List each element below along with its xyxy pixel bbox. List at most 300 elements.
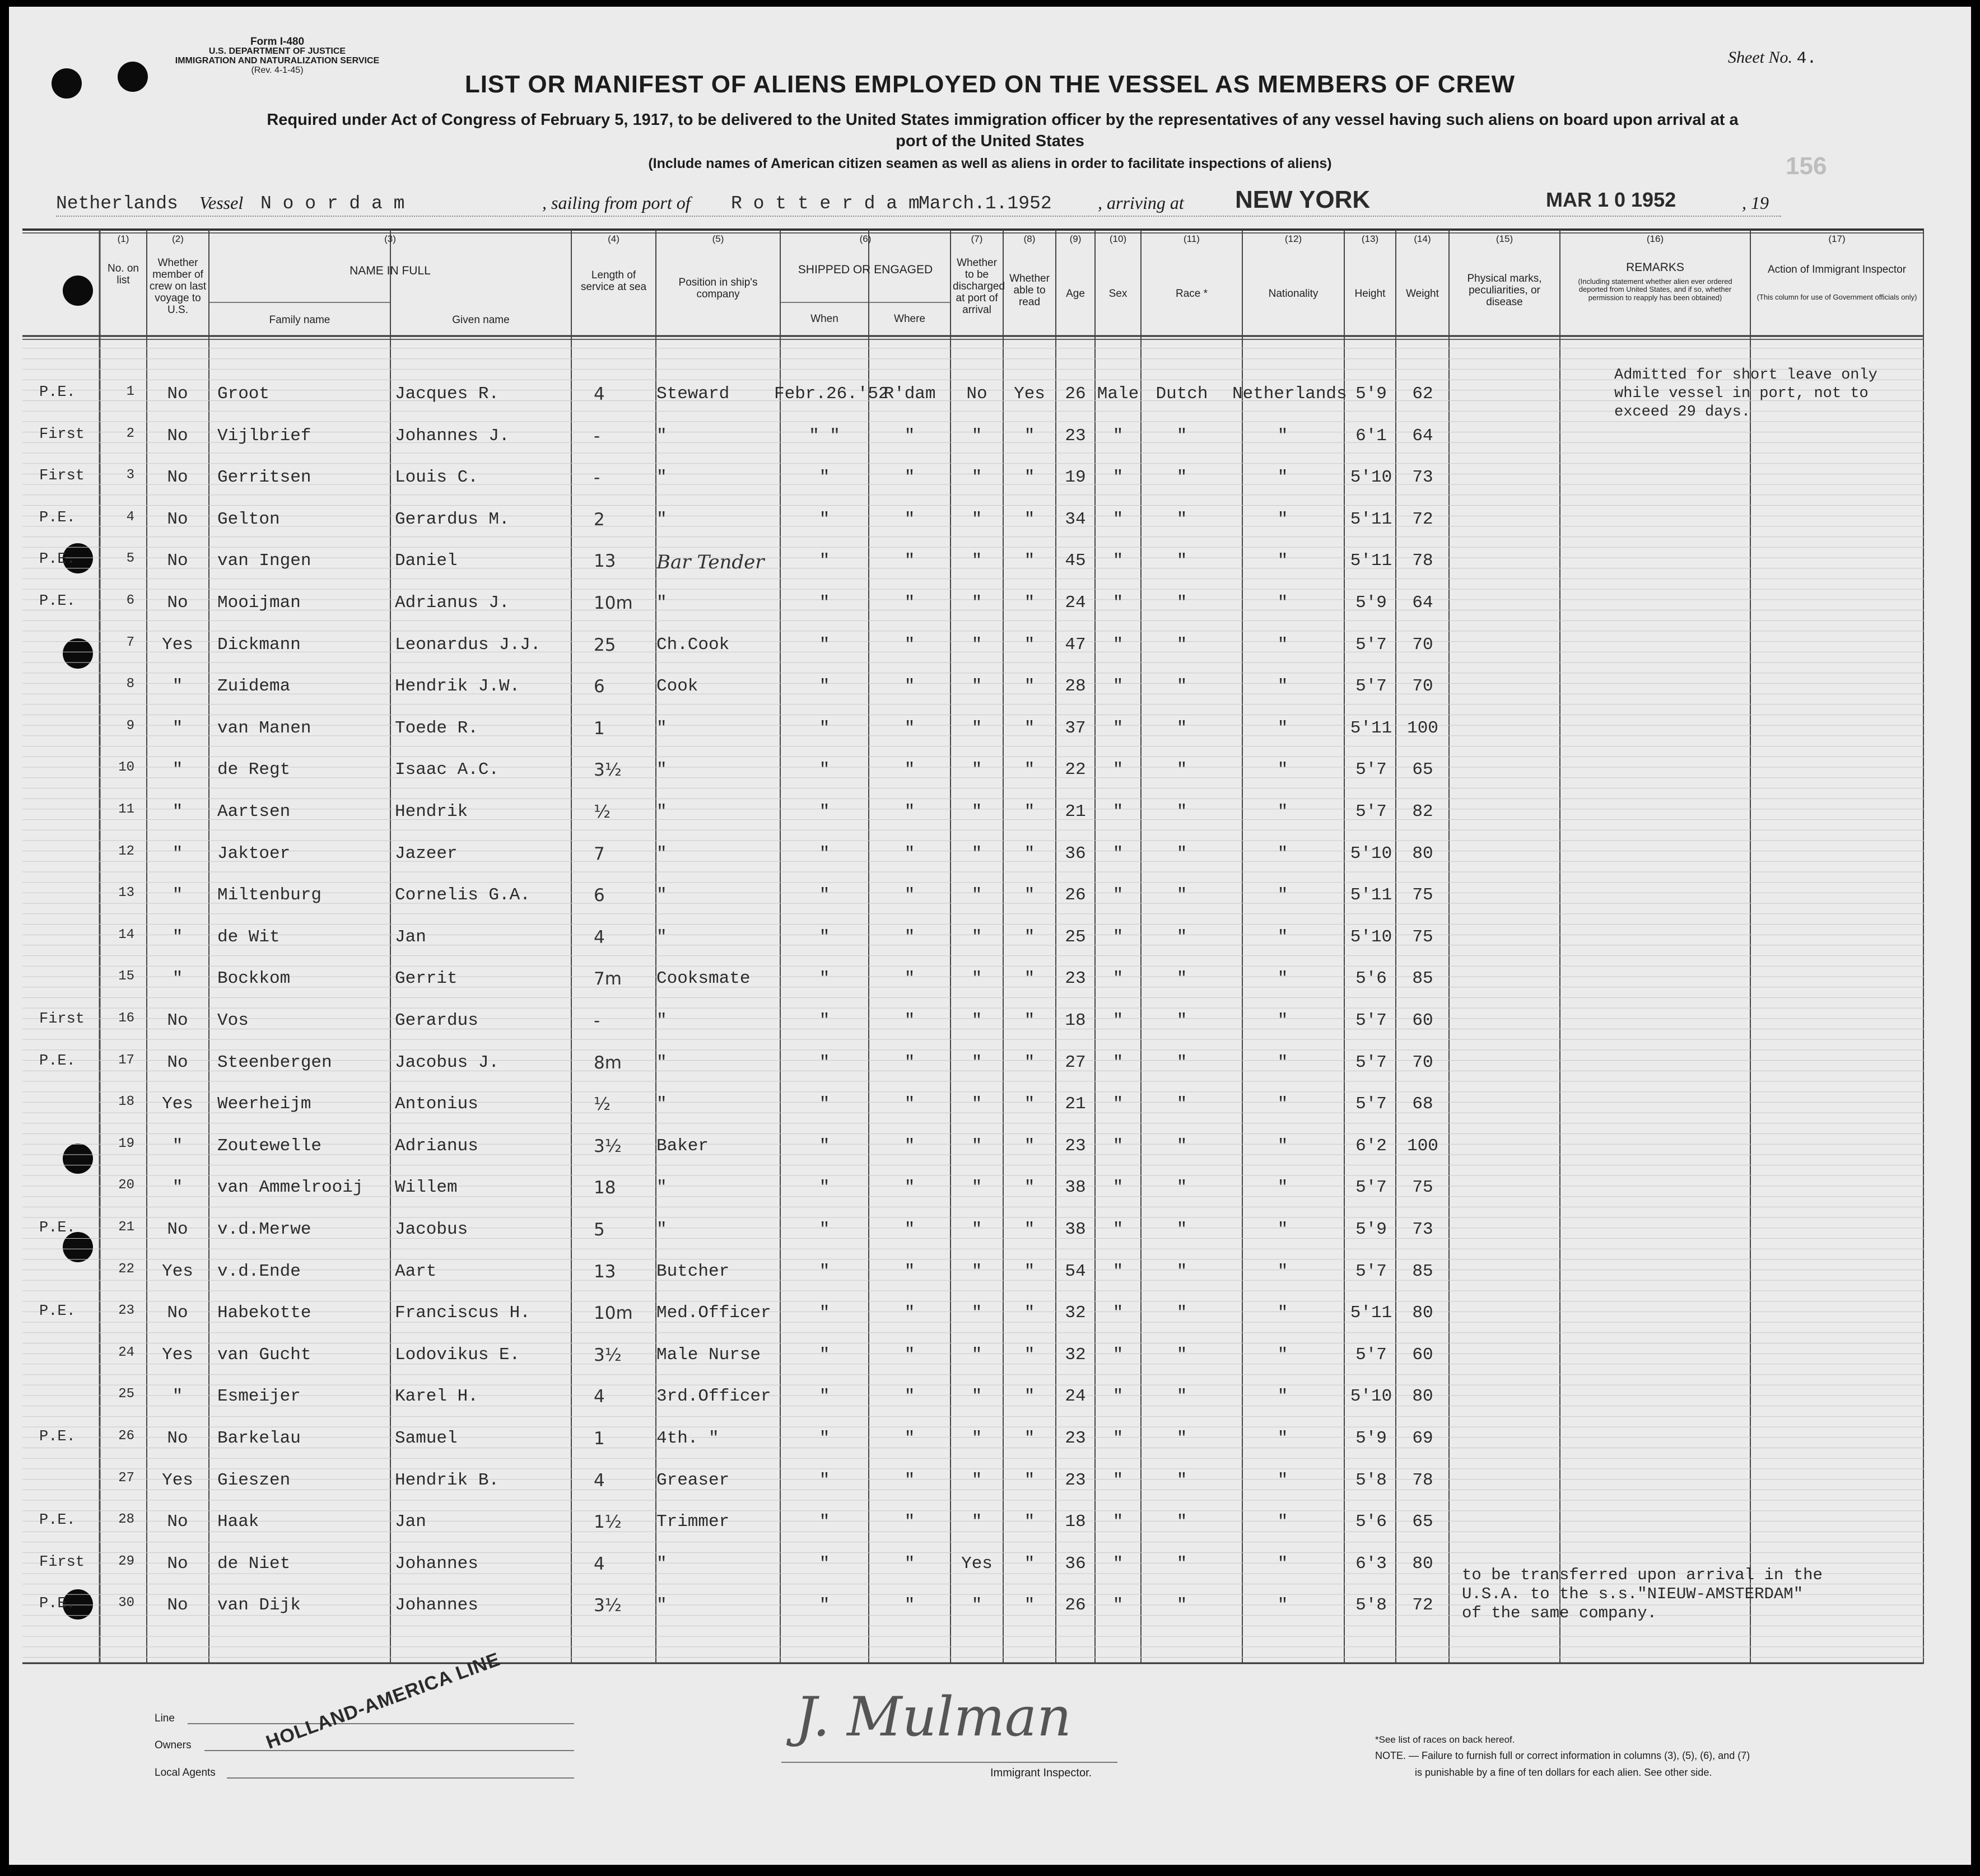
- cell-when: ": [819, 927, 830, 947]
- cell-when: ": [819, 634, 830, 655]
- cell-where: ": [904, 551, 915, 571]
- footer-line: [204, 1750, 574, 1751]
- cell-disch: No: [966, 384, 987, 404]
- cell-when: Febr.26.'52: [774, 384, 889, 404]
- cell-no: 26: [118, 1429, 134, 1444]
- cell-service: 7: [594, 843, 605, 864]
- cell-position: ": [656, 927, 667, 947]
- cell-height: 5'11: [1350, 885, 1392, 906]
- cell-nat: ": [1277, 634, 1288, 655]
- cell-service: 4: [594, 1387, 605, 1407]
- cell-race: ": [1176, 1345, 1187, 1365]
- cell-family: Miltenburg: [217, 885, 322, 906]
- remark-line: while vessel in port, not to: [1614, 385, 1869, 402]
- cell-given: Willem: [395, 1178, 458, 1198]
- cell-disch: ": [971, 885, 982, 906]
- owners-label: Owners: [155, 1739, 192, 1751]
- cell-sex: ": [1112, 927, 1124, 947]
- departure-port: R o t t e r d a m: [731, 193, 920, 214]
- cell-mark: First: [39, 1553, 85, 1571]
- cell-position: 4th. ": [656, 1429, 719, 1448]
- cell-read: ": [1024, 760, 1035, 780]
- line-label: Line: [155, 1712, 175, 1724]
- cell-family: Groot: [217, 384, 270, 404]
- cell-prev: Yes: [162, 1345, 193, 1365]
- cell-position: Bar Tender: [656, 551, 765, 574]
- cell-service: 13: [594, 1261, 616, 1282]
- cell-height: 5'11: [1350, 551, 1392, 571]
- cell-prev: Yes: [162, 1470, 193, 1490]
- cell-nat: ": [1277, 593, 1288, 613]
- cell-weight: 80: [1412, 843, 1433, 864]
- cell-given: Jan: [395, 1512, 426, 1532]
- cell-weight: 70: [1412, 1052, 1433, 1072]
- column-header: Position in ship's company: [678, 277, 758, 300]
- cell-service: ½: [594, 802, 611, 822]
- cell-nat: ": [1277, 1178, 1288, 1198]
- cell-no: 28: [118, 1512, 134, 1528]
- cell-race: ": [1176, 426, 1187, 446]
- cell-read: ": [1024, 1136, 1035, 1156]
- cell-nat: ": [1277, 718, 1288, 738]
- cell-when: ": [819, 1595, 830, 1616]
- cell-height: 5'7: [1355, 1178, 1387, 1198]
- cell-nat: ": [1277, 468, 1288, 488]
- cell-weight: 75: [1412, 885, 1433, 906]
- inspector-signature: J. Mulman: [795, 1686, 1071, 1748]
- cell-when: ": [819, 1220, 830, 1239]
- cell-when: ": [819, 1094, 830, 1114]
- cell-position: ": [656, 718, 667, 738]
- cell-read: ": [1024, 1429, 1035, 1448]
- subtitle-line2: port of the United States: [896, 132, 1084, 150]
- cell-weight: 62: [1412, 384, 1433, 404]
- cell-family: van Ammelrooij: [217, 1178, 364, 1198]
- cell-prev: No: [167, 593, 188, 613]
- cell-age: 19: [1065, 468, 1086, 488]
- cell-age: 23: [1065, 426, 1086, 446]
- cell-age: 24: [1065, 593, 1086, 613]
- column-note: (Including statement whether alien ever ordered deported from United States, and if so, whether permission to reapply has been obtained): [1578, 277, 1732, 302]
- cell-nat: ": [1277, 1011, 1288, 1030]
- signature-line: [781, 1762, 1117, 1763]
- cell-where: ": [904, 843, 915, 864]
- cell-height: 5'6: [1355, 969, 1387, 989]
- cell-age: 36: [1065, 1553, 1086, 1574]
- cell-when: ": [819, 1303, 830, 1323]
- cell-sex: ": [1112, 760, 1124, 780]
- cell-service: 4: [594, 1470, 605, 1491]
- cell-weight: 75: [1412, 1178, 1433, 1198]
- cell-where: ": [904, 1178, 915, 1198]
- cell-where: ": [904, 1470, 915, 1490]
- cell-sex: ": [1112, 1429, 1124, 1448]
- cell-prev: ": [172, 1136, 183, 1156]
- cell-when: ": [819, 1178, 830, 1198]
- cell-service: 7m: [594, 969, 622, 990]
- cell-family: Steenbergen: [217, 1052, 332, 1072]
- column-note: (This column for use of Government officials only): [1757, 293, 1917, 301]
- cell-read: ": [1024, 468, 1035, 488]
- column-number: (1): [117, 234, 129, 244]
- cell-read: ": [1024, 1011, 1035, 1030]
- cell-service: 25: [594, 634, 616, 655]
- footer-line: [188, 1723, 574, 1724]
- cell-nat: ": [1277, 1553, 1288, 1574]
- cell-no: 10: [118, 760, 134, 776]
- cell-no: 19: [118, 1136, 134, 1151]
- cell-no: 24: [118, 1345, 134, 1360]
- cell-sex: ": [1112, 426, 1124, 446]
- cell-no: 18: [118, 1094, 134, 1110]
- cell-no: 27: [118, 1470, 134, 1486]
- cell-where: ": [904, 1345, 915, 1365]
- cell-given: Adrianus J.: [395, 593, 510, 613]
- cell-family: Habekotte: [217, 1303, 311, 1323]
- cell-read: Yes: [1014, 384, 1045, 404]
- cell-age: 22: [1065, 760, 1086, 780]
- cell-disch: ": [971, 1178, 982, 1198]
- cell-sex: ": [1112, 1470, 1124, 1490]
- cell-family: de Regt: [217, 760, 291, 780]
- cell-race: ": [1176, 509, 1187, 529]
- cell-disch: ": [971, 1220, 982, 1239]
- cell-read: ": [1024, 1345, 1035, 1365]
- column-number: (13): [1361, 234, 1379, 244]
- cell-given: Adrianus: [395, 1136, 478, 1156]
- cell-when: ": [819, 760, 830, 780]
- cell-family: de Wit: [217, 927, 280, 947]
- cell-height: 5'7: [1355, 760, 1387, 780]
- cell-read: ": [1024, 1387, 1035, 1407]
- cell-read: ": [1024, 426, 1035, 446]
- cell-disch: ": [971, 1261, 982, 1281]
- cell-position: Cook: [656, 676, 698, 697]
- cell-mark: P.E.: [39, 1429, 76, 1445]
- column-header: Age: [1066, 288, 1085, 300]
- column-number: (17): [1828, 234, 1846, 244]
- cell-prev: Yes: [162, 634, 193, 655]
- footer-line: [227, 1777, 574, 1779]
- cell-disch: ": [971, 1136, 982, 1156]
- cell-age: 28: [1065, 676, 1086, 697]
- cell-family: Vos: [217, 1011, 249, 1030]
- cell-where: ": [904, 760, 915, 780]
- cell-weight: 75: [1412, 927, 1433, 947]
- cell-service: 2: [594, 509, 605, 530]
- cell-race: ": [1176, 551, 1187, 571]
- column-number: (2): [172, 234, 184, 244]
- cell-service: ½: [594, 1094, 611, 1115]
- cell-weight: 80: [1412, 1387, 1433, 1407]
- cell-weight: 64: [1412, 426, 1433, 446]
- cell-when: ": [819, 593, 830, 613]
- cell-prev: No: [167, 384, 188, 404]
- cell-disch: ": [971, 1429, 982, 1448]
- cell-family: Zuidema: [217, 676, 291, 697]
- cell-no: 2: [126, 426, 134, 441]
- cell-read: ": [1024, 1512, 1035, 1532]
- cell-weight: 78: [1412, 1470, 1433, 1490]
- cell-race: ": [1176, 1261, 1187, 1281]
- cell-prev: No: [167, 1595, 188, 1616]
- cell-prev: ": [172, 885, 183, 906]
- cell-family: v.d.Ende: [217, 1261, 301, 1281]
- cell-where: ": [904, 1429, 915, 1448]
- cell-family: de Niet: [217, 1553, 291, 1574]
- cell-where: ": [904, 1553, 915, 1574]
- cell-sex: ": [1112, 1011, 1124, 1030]
- cell-race: ": [1176, 843, 1187, 864]
- cell-nat: ": [1277, 551, 1288, 571]
- cell-race: ": [1176, 1429, 1187, 1448]
- cell-race: ": [1176, 1220, 1187, 1239]
- footnote-note: NOTE. — Failure to furnish full or correct information in columns (3), (5), (6), and (7): [1375, 1750, 1750, 1761]
- cell-age: 23: [1065, 1429, 1086, 1448]
- cell-read: ": [1024, 843, 1035, 864]
- cell-race: ": [1176, 468, 1187, 488]
- cell-service: 10m: [594, 1303, 633, 1324]
- cell-race: ": [1176, 1470, 1187, 1490]
- cell-where: ": [904, 1261, 915, 1281]
- cell-height: 5'11: [1350, 509, 1392, 529]
- cell-prev: No: [167, 426, 188, 446]
- cell-sex: ": [1112, 969, 1124, 989]
- cell-no: 1: [126, 384, 134, 399]
- cell-weight: 85: [1412, 1261, 1433, 1281]
- cell-weight: 64: [1412, 593, 1433, 613]
- column-number: (11): [1184, 234, 1200, 244]
- cell-weight: 73: [1412, 468, 1433, 488]
- cell-height: 5'10: [1350, 843, 1392, 864]
- cell-given: Jacques R.: [395, 384, 500, 404]
- column-header: Weight: [1406, 288, 1439, 300]
- cell-no: 8: [126, 676, 134, 692]
- cell-given: Jan: [395, 927, 426, 947]
- cell-nat: ": [1277, 1470, 1288, 1490]
- cell-height: 5'10: [1350, 1387, 1392, 1407]
- cell-disch: ": [971, 802, 982, 822]
- subheader-where: Where: [894, 313, 925, 325]
- cell-height: 5'9: [1355, 384, 1387, 404]
- cell-where: ": [904, 468, 915, 488]
- cell-service: 18: [594, 1178, 616, 1198]
- cell-prev: No: [167, 1220, 188, 1239]
- cell-read: ": [1024, 1261, 1035, 1281]
- cell-when: ": [819, 1136, 830, 1156]
- cell-given: Antonius: [395, 1094, 478, 1114]
- cell-mark: P.E.: [39, 1595, 76, 1613]
- cell-service: 1½: [594, 1512, 622, 1533]
- cell-where: ": [904, 634, 915, 655]
- cell-no: 14: [118, 927, 134, 942]
- cell-where: ": [904, 885, 915, 906]
- cell-mark: P.E.: [39, 1512, 76, 1529]
- cell-when: ": [819, 969, 830, 989]
- cell-where: ": [904, 1220, 915, 1239]
- cell-sex: ": [1112, 718, 1124, 738]
- column-header: Race *: [1175, 288, 1208, 300]
- cell-no: 23: [118, 1303, 134, 1319]
- cell-service: 3½: [594, 1136, 622, 1156]
- cell-given: Johannes J.: [395, 426, 510, 446]
- cell-height: 5'11: [1350, 718, 1392, 738]
- cell-position: ": [656, 1011, 667, 1030]
- column-header: Sex: [1108, 288, 1128, 300]
- cell-position: Med.Officer: [656, 1303, 771, 1323]
- revision: (Rev. 4-1-45): [251, 66, 304, 75]
- column-number: (5): [712, 234, 724, 244]
- cell-given: Leonardus J.J.: [395, 634, 541, 655]
- cell-mark: P.E.: [39, 551, 76, 568]
- cell-disch: ": [971, 718, 982, 738]
- cell-nat: ": [1277, 1595, 1288, 1616]
- cell-mark: P.E.: [39, 384, 76, 401]
- cell-mark: P.E.: [39, 1303, 76, 1320]
- cell-read: ": [1024, 1595, 1035, 1616]
- cell-height: 5'7: [1355, 1261, 1387, 1281]
- cell-where: ": [904, 927, 915, 947]
- cell-mark: P.E.: [39, 509, 76, 526]
- cell-given: Karel H.: [395, 1387, 478, 1407]
- cell-age: 21: [1065, 1094, 1086, 1114]
- cell-prev: Yes: [162, 1094, 193, 1114]
- cell-sex: ": [1112, 593, 1124, 613]
- column-number: (14): [1414, 234, 1431, 244]
- cell-weight: 73: [1412, 1220, 1433, 1239]
- cell-height: 5'7: [1355, 1011, 1387, 1030]
- cell-race: ": [1176, 718, 1187, 738]
- cell-sex: ": [1112, 1553, 1124, 1574]
- cell-no: 20: [118, 1178, 134, 1193]
- cell-race: ": [1176, 1512, 1187, 1532]
- cell-disch: ": [971, 1011, 982, 1030]
- cell-race: ": [1176, 885, 1187, 906]
- cell-height: 5'7: [1355, 634, 1387, 655]
- cell-family: Zoutewelle: [217, 1136, 322, 1156]
- cell-age: 37: [1065, 718, 1086, 738]
- cell-sex: ": [1112, 1387, 1124, 1407]
- cell-weight: 100: [1407, 1136, 1438, 1156]
- cell-disch: ": [971, 468, 982, 488]
- cell-service: 4: [594, 927, 605, 948]
- cell-height: 5'8: [1355, 1595, 1387, 1616]
- cell-given: Toede R.: [395, 718, 478, 738]
- column-number: (9): [1069, 234, 1082, 244]
- cell-when: ": [819, 1470, 830, 1490]
- cell-family: Haak: [217, 1512, 259, 1532]
- cell-prev: ": [172, 676, 183, 697]
- cell-service: 4: [594, 1553, 605, 1574]
- cell-prev: ": [172, 1387, 183, 1407]
- cell-prev: No: [167, 551, 188, 571]
- cell-height: 5'9: [1355, 593, 1387, 613]
- column-number: (16): [1646, 234, 1664, 244]
- cell-service: 13: [594, 551, 616, 572]
- cell-sex: ": [1112, 1094, 1124, 1114]
- cell-race: ": [1176, 634, 1187, 655]
- cell-height: 5'11: [1350, 1303, 1392, 1323]
- column-header: SHIPPED OR ENGAGED: [798, 263, 933, 276]
- cell-sex: ": [1112, 1178, 1124, 1198]
- subheader-family-name: Family name: [269, 314, 330, 326]
- column-number: (3): [384, 234, 396, 244]
- cell-position: 3rd.Officer: [656, 1387, 771, 1407]
- cell-read: ": [1024, 593, 1035, 613]
- column-number: (4): [608, 234, 619, 244]
- cell-read: ": [1024, 885, 1035, 906]
- cell-sex: ": [1112, 802, 1124, 822]
- cell-given: Franciscus H.: [395, 1303, 530, 1323]
- remark-line: of the same company.: [1462, 1604, 1657, 1622]
- cell-disch: ": [971, 1512, 982, 1532]
- cell-service: 10m: [594, 593, 633, 613]
- remark-line: Admitted for short leave only: [1614, 367, 1877, 384]
- cell-no: 5: [126, 551, 134, 567]
- cell-disch: ": [971, 509, 982, 529]
- cell-height: 5'9: [1355, 1220, 1387, 1239]
- cell-weight: 80: [1412, 1553, 1433, 1574]
- cell-weight: 72: [1412, 1595, 1433, 1616]
- cell-no: 3: [126, 468, 134, 483]
- cell-weight: 78: [1412, 551, 1433, 571]
- cell-sex: ": [1112, 1512, 1124, 1532]
- cell-family: Esmeijer: [217, 1387, 301, 1407]
- cell-disch: ": [971, 426, 982, 446]
- cell-family: v.d.Merwe: [217, 1220, 311, 1239]
- cell-position: ": [656, 468, 667, 488]
- cell-race: ": [1176, 760, 1187, 780]
- cell-no: 21: [118, 1220, 134, 1235]
- cell-no: 11: [118, 802, 134, 817]
- cell-where: ": [904, 593, 915, 613]
- cell-nat: ": [1277, 1429, 1288, 1448]
- cell-where: ": [904, 1387, 915, 1407]
- cell-read: ": [1024, 1470, 1035, 1490]
- department: U.S. DEPARTMENT OF JUSTICE: [208, 46, 346, 56]
- cell-disch: ": [971, 1052, 982, 1072]
- cell-no: 17: [118, 1052, 134, 1068]
- cell-weight: 60: [1412, 1345, 1433, 1365]
- cell-nat: ": [1277, 1136, 1288, 1156]
- cell-when: ": [819, 1345, 830, 1365]
- remark-line: U.S.A. to the s.s."NIEUW-AMSTERDAM": [1462, 1585, 1804, 1603]
- cell-prev: No: [167, 1429, 188, 1448]
- cell-no: 7: [126, 634, 134, 650]
- cell-disch: ": [971, 1303, 982, 1323]
- cell-nat: ": [1277, 676, 1288, 697]
- cell-family: Aartsen: [217, 802, 291, 822]
- column-number: (7): [971, 234, 983, 244]
- cell-sex: ": [1112, 1303, 1124, 1323]
- agents-label: Local Agents: [155, 1767, 216, 1779]
- cell-age: 47: [1065, 634, 1086, 655]
- cell-service: 1: [594, 1429, 605, 1449]
- cell-when: ": [819, 468, 830, 488]
- form-number: Form I-480: [250, 36, 305, 48]
- footnote-fine: is punishable by a fine of ten dollars for each alien. See other side.: [1415, 1767, 1712, 1778]
- cell-age: 27: [1065, 1052, 1086, 1072]
- page-title: LIST OR MANIFEST OF ALIENS EMPLOYED ON THE VESSEL AS MEMBERS OF CREW: [464, 71, 1516, 98]
- cell-where: ": [904, 1136, 915, 1156]
- cell-disch: ": [971, 634, 982, 655]
- column-header: No. on list: [108, 263, 139, 286]
- cell-when: ": [819, 1429, 830, 1448]
- cell-where: ": [904, 1011, 915, 1030]
- cell-position: Trimmer: [656, 1512, 730, 1532]
- cell-no: 13: [118, 885, 134, 901]
- cell-position: ": [656, 760, 667, 780]
